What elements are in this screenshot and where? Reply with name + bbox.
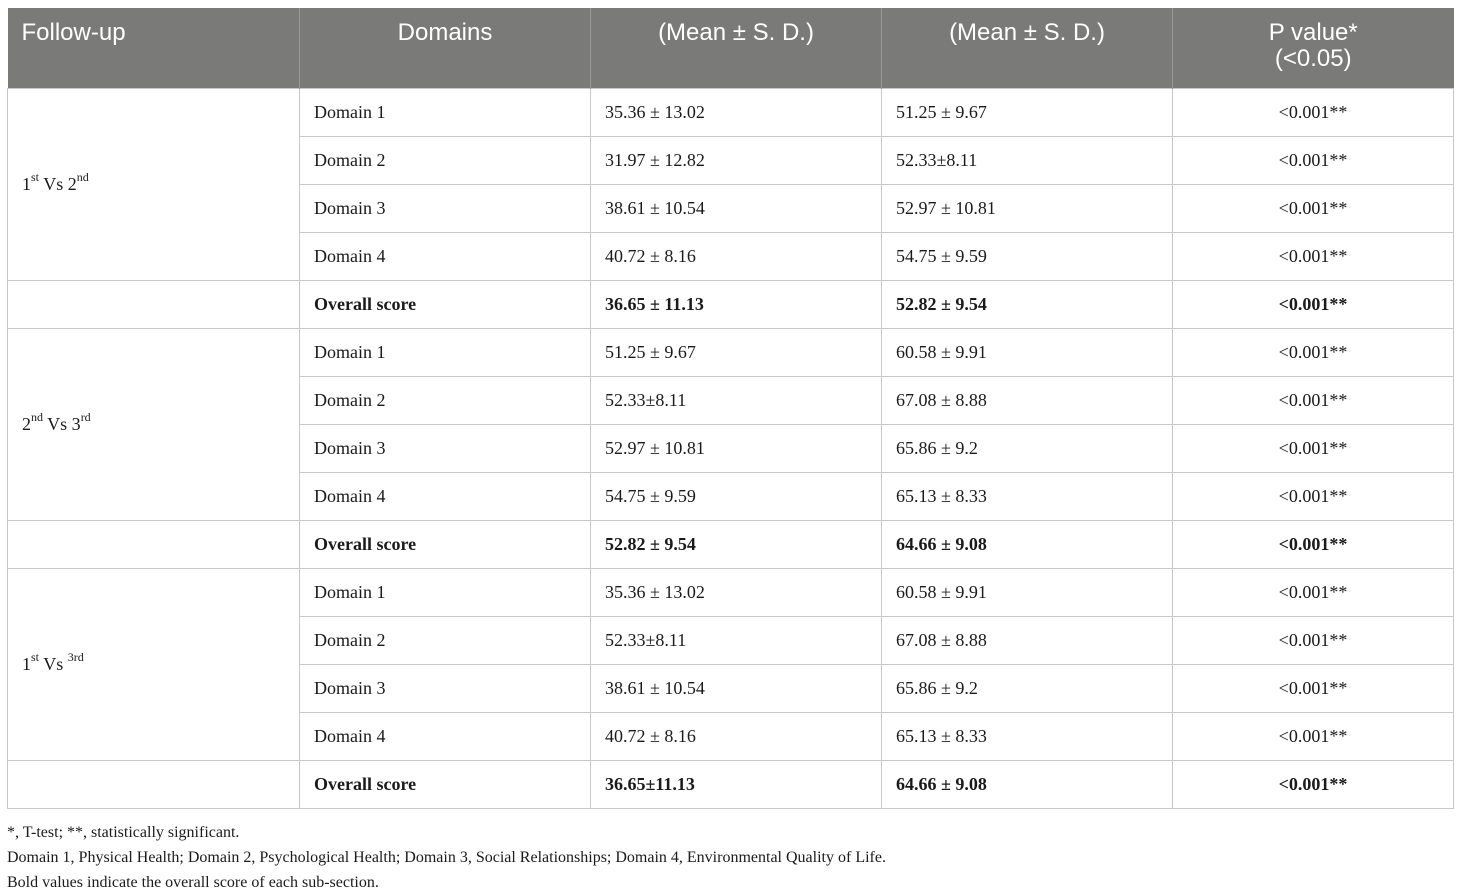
overall-label-cell: Overall score xyxy=(300,760,591,808)
mean-1-cell: 38.61 ± 10.54 xyxy=(591,664,882,712)
p-value-cell: <0.001** xyxy=(1173,424,1454,472)
follow-up-cell xyxy=(8,328,300,520)
follow-up-label-a: 1 xyxy=(22,653,31,674)
follow-up-label-a: 2 xyxy=(22,413,31,434)
follow-up-sup-b: 3rd xyxy=(67,649,84,664)
overall-p-value-cell: <0.001** xyxy=(1173,760,1454,808)
mean-2-cell: 52.97 ± 10.81 xyxy=(882,184,1173,232)
domain-cell: Domain 1 xyxy=(300,568,591,616)
overall-mean-2-cell: 52.82 ± 9.54 xyxy=(882,280,1173,328)
overall-p-value-cell: <0.001** xyxy=(1173,280,1454,328)
mean-2-cell: 65.86 ± 9.2 xyxy=(882,424,1173,472)
header-domains: Domains xyxy=(300,8,591,88)
table-footnotes xyxy=(7,820,886,895)
mean-1-cell: 52.33±8.11 xyxy=(591,376,882,424)
blank-cell xyxy=(8,520,300,568)
mean-1-cell: 51.25 ± 9.67 xyxy=(591,328,882,376)
mean-1-cell: 52.33±8.11 xyxy=(591,616,882,664)
domain-cell: Domain 2 xyxy=(300,376,591,424)
overall-mean-2-cell: 64.66 ± 9.08 xyxy=(882,520,1173,568)
domain-cell: Domain 4 xyxy=(300,472,591,520)
mean-1-cell: 31.97 ± 12.82 xyxy=(591,136,882,184)
mean-2-cell: 67.08 ± 8.88 xyxy=(882,376,1173,424)
header-mean-1: (Mean ± S. D.) xyxy=(591,8,882,88)
blank-cell xyxy=(8,760,300,808)
header-p-value-line1: P value* xyxy=(1268,19,1358,46)
domain-cell: Domain 3 xyxy=(300,664,591,712)
header-p-value xyxy=(1173,8,1454,88)
follow-up-sup-a: nd xyxy=(31,409,43,424)
domain-cell: Domain 3 xyxy=(300,424,591,472)
footnote-tests: *, T-test; **, statistically significant. xyxy=(7,824,240,841)
overall-p-value-cell: <0.001** xyxy=(1173,520,1454,568)
mean-1-cell: 54.75 ± 9.59 xyxy=(591,472,882,520)
overall-label-cell: Overall score xyxy=(300,280,591,328)
overall-mean-1-cell: 52.82 ± 9.54 xyxy=(591,520,882,568)
mean-1-cell: 40.72 ± 8.16 xyxy=(591,232,882,280)
table-row xyxy=(8,568,1454,616)
mean-2-cell: 54.75 ± 9.59 xyxy=(882,232,1173,280)
follow-up-sup-a: st xyxy=(31,169,40,184)
p-value-cell: <0.001** xyxy=(1173,88,1454,136)
mean-2-cell: 65.13 ± 8.33 xyxy=(882,472,1173,520)
follow-up-label-a: 1 xyxy=(22,173,31,194)
p-value-cell: <0.001** xyxy=(1173,232,1454,280)
p-value-cell: <0.001** xyxy=(1173,472,1454,520)
p-value-cell: <0.001** xyxy=(1173,184,1454,232)
mean-2-cell: 67.08 ± 8.88 xyxy=(882,616,1173,664)
domain-cell: Domain 1 xyxy=(300,88,591,136)
mean-1-cell: 35.36 ± 13.02 xyxy=(591,568,882,616)
p-value-cell: <0.001** xyxy=(1173,664,1454,712)
domain-cell: Domain 2 xyxy=(300,616,591,664)
mean-2-cell: 65.86 ± 9.2 xyxy=(882,664,1173,712)
p-value-cell: <0.001** xyxy=(1173,136,1454,184)
blank-cell xyxy=(8,280,300,328)
follow-up-cell xyxy=(8,568,300,760)
overall-mean-1-cell: 36.65 ± 11.13 xyxy=(591,280,882,328)
mean-1-cell: 38.61 ± 10.54 xyxy=(591,184,882,232)
p-value-cell: <0.001** xyxy=(1173,376,1454,424)
domain-cell: Domain 2 xyxy=(300,136,591,184)
footnote-bold: Bold values indicate the overall score of each sub-section. xyxy=(7,874,379,891)
overall-row xyxy=(8,760,1454,808)
domain-cell: Domain 4 xyxy=(300,712,591,760)
overall-label-cell: Overall score xyxy=(300,520,591,568)
table-row xyxy=(8,88,1454,136)
mean-1-cell: 40.72 ± 8.16 xyxy=(591,712,882,760)
table-body xyxy=(8,88,1454,808)
footnote-domains: Domain 1, Physical Health; Domain 2, Psychological Health; Domain 3, Social Relationships; Domain 4, Environmental Quality of Life. xyxy=(7,849,886,866)
table-header xyxy=(8,8,1454,88)
header-mean-2: (Mean ± S. D.) xyxy=(882,8,1173,88)
domain-cell: Domain 4 xyxy=(300,232,591,280)
follow-up-label-mid: Vs 2 xyxy=(39,173,77,194)
mean-1-cell: 52.97 ± 10.81 xyxy=(591,424,882,472)
mean-2-cell: 60.58 ± 9.91 xyxy=(882,568,1173,616)
p-value-cell: <0.001** xyxy=(1173,568,1454,616)
follow-up-label-mid: Vs xyxy=(39,653,68,674)
table-row xyxy=(8,328,1454,376)
follow-up-sup-b: nd xyxy=(76,169,89,184)
follow-up-sup-a: st xyxy=(31,649,40,664)
p-value-cell: <0.001** xyxy=(1173,616,1454,664)
follow-up-sup-b: rd xyxy=(80,409,91,424)
header-row xyxy=(8,8,1454,88)
domain-cell: Domain 1 xyxy=(300,328,591,376)
overall-mean-2-cell: 64.66 ± 9.08 xyxy=(882,760,1173,808)
p-value-cell: <0.001** xyxy=(1173,328,1454,376)
overall-row xyxy=(8,520,1454,568)
domain-cell: Domain 3 xyxy=(300,184,591,232)
mean-2-cell: 52.33±8.11 xyxy=(882,136,1173,184)
overall-mean-1-cell: 36.65±11.13 xyxy=(591,760,882,808)
header-follow-up: Follow-up xyxy=(8,8,300,88)
follow-up-label-mid: Vs 3 xyxy=(43,413,81,434)
results-table xyxy=(7,8,1454,809)
mean-2-cell: 51.25 ± 9.67 xyxy=(882,88,1173,136)
mean-2-cell: 65.13 ± 8.33 xyxy=(882,712,1173,760)
mean-1-cell: 35.36 ± 13.02 xyxy=(591,88,882,136)
p-value-cell: <0.001** xyxy=(1173,712,1454,760)
header-p-value-line2: (<0.05) xyxy=(1274,45,1352,72)
overall-row xyxy=(8,280,1454,328)
mean-2-cell: 60.58 ± 9.91 xyxy=(882,328,1173,376)
follow-up-cell xyxy=(8,88,300,280)
